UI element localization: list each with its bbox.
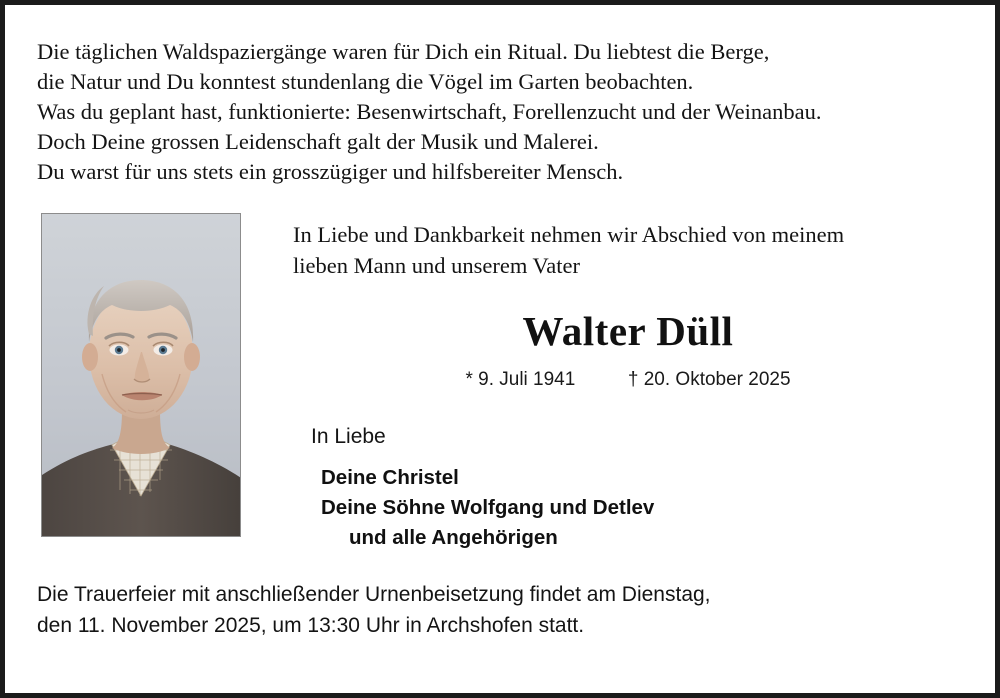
intro-line: lieben Mann und unserem Vater [293, 253, 581, 278]
intro-line: In Liebe und Dankbarkeit nehmen wir Abschied von meinem [293, 222, 845, 247]
death-date: 20. Oktober 2025 [643, 369, 791, 390]
service-line: den 11. November 2025, um 13:30 Uhr in Archshofen statt. [37, 614, 585, 637]
announcement-column [249, 213, 963, 553]
poem-line: Was du geplant hast, funktionierte: Besenwirtschaft, Forellenzucht und der Weinanbau. [37, 99, 822, 124]
portrait-frame [41, 213, 241, 537]
poem-line: Doch Deine grossen Leidenschaft galt der Musik und Malerei. [37, 129, 599, 154]
service-line: Die Trauerfeier mit anschließender Urnenbeisetzung findet am Dienstag, [37, 583, 711, 606]
signatory: Deine Christel [321, 466, 459, 489]
signatory: und alle Angehörigen [349, 526, 558, 549]
middle-section [37, 213, 963, 553]
closing-block [293, 425, 963, 553]
portrait-column [37, 213, 249, 537]
birth-date: 9. Juli 1941 [478, 369, 576, 390]
service-info [37, 579, 963, 641]
portrait-photo-icon [42, 214, 240, 536]
death-symbol: † [627, 369, 639, 390]
birth-symbol: * [465, 369, 473, 390]
poem-block [37, 37, 963, 187]
deceased-name: Walter Düll [522, 308, 734, 354]
signatories-list [311, 463, 963, 553]
life-dates [293, 369, 963, 391]
poem-line: die Natur und Du konntest stundenlang die Vögel im Garten beobachten. [37, 69, 694, 94]
closing-intro: In Liebe [311, 425, 386, 448]
intro-block [293, 219, 963, 281]
signatory: Deine Söhne Wolfgang und Detlev [321, 496, 655, 519]
poem-line: Die täglichen Waldspaziergänge waren für Dich ein Ritual. Du liebtest die Berge, [37, 39, 770, 64]
poem-line: Du warst für uns stets ein grosszügiger und hilfsbereiter Mensch. [37, 159, 624, 184]
